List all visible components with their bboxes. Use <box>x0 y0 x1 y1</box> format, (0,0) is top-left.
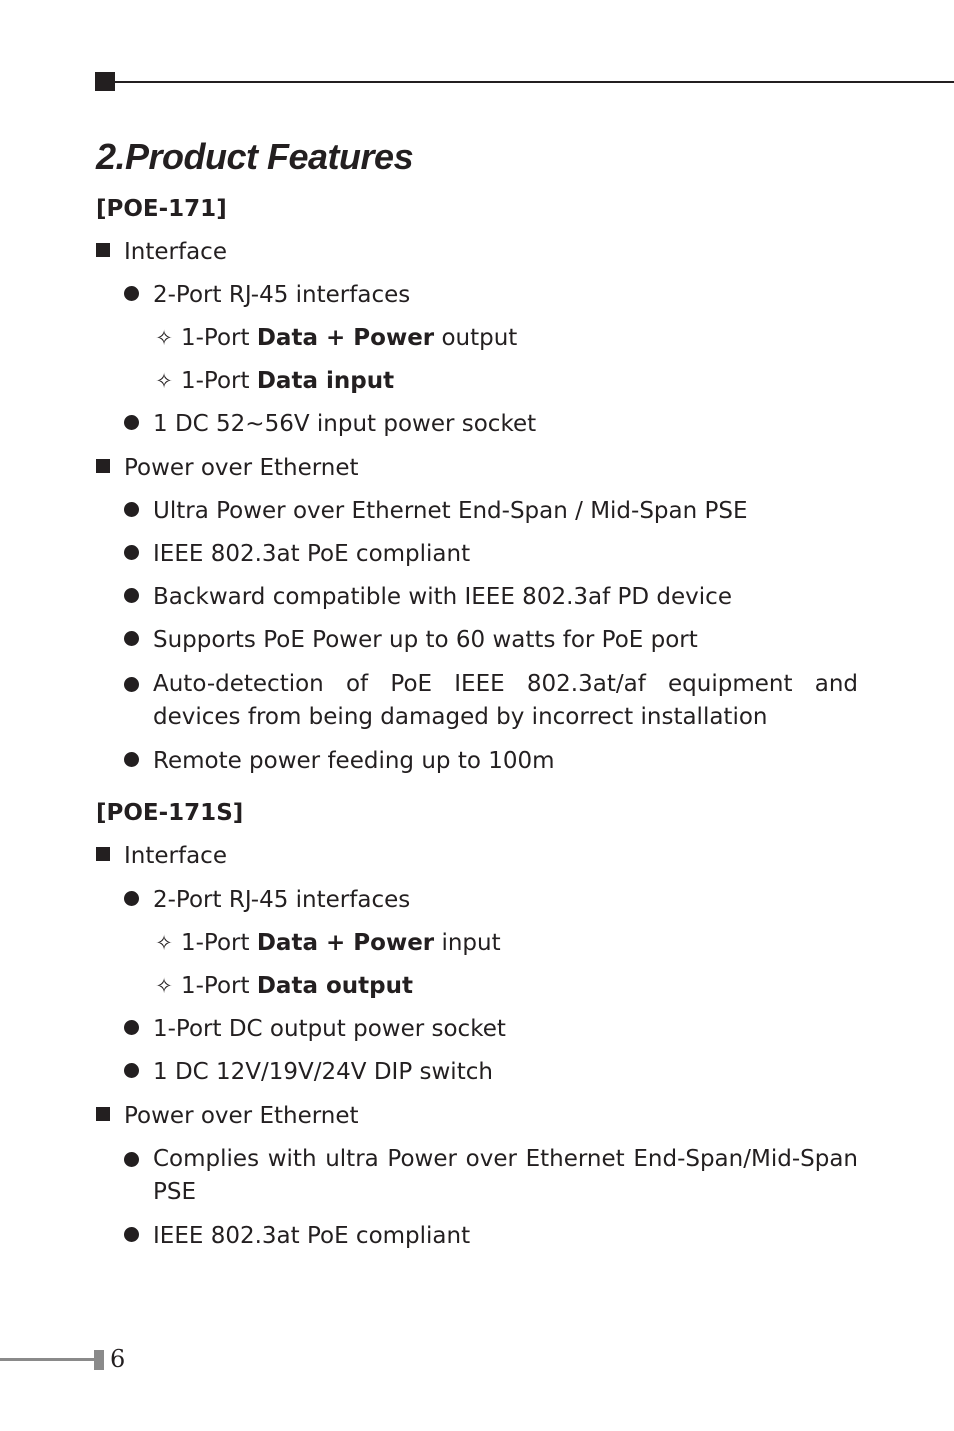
category-poe: Power over Ethernet <box>96 1100 359 1133</box>
feature-item: 1 DC 52~56V input power socket <box>124 408 536 441</box>
round-bullet-icon <box>124 752 139 767</box>
header-square-marker <box>95 72 115 91</box>
footer-marker <box>94 1350 104 1370</box>
feature-item: Ultra Power over Ethernet End-Span / Mid-Span PSE <box>124 495 748 528</box>
feature-item-wrapped: Auto-detection of PoE IEEE 802.3at/af equipment and devices from being damaged by incorrect installation <box>124 668 858 734</box>
feature-item: 1 DC 12V/19V/24V DIP switch <box>124 1056 493 1089</box>
feature-item: 2-Port RJ-45 interfaces <box>124 884 410 917</box>
model-heading-poe-171s: [POE-171S] <box>96 800 244 826</box>
round-bullet-icon <box>124 677 139 692</box>
round-bullet-icon <box>124 631 139 646</box>
round-bullet-icon <box>124 891 139 906</box>
sub-feature-item: ✧ 1-Port Data + Power input <box>153 927 501 960</box>
footer-rule <box>0 1358 96 1361</box>
round-bullet-icon <box>124 415 139 430</box>
feature-item: 2-Port RJ-45 interfaces <box>124 279 410 312</box>
round-bullet-icon <box>124 545 139 560</box>
square-bullet-icon <box>96 1107 110 1121</box>
category-interface: Interface <box>96 840 227 873</box>
feature-item: Remote power feeding up to 100m <box>124 745 555 778</box>
round-bullet-icon <box>124 1227 139 1242</box>
star-bullet-icon: ✧ <box>155 326 173 350</box>
sub-feature-item: ✧ 1-Port Data input <box>153 365 394 398</box>
round-bullet-icon <box>124 286 139 301</box>
star-bullet-icon: ✧ <box>155 369 173 393</box>
round-bullet-icon <box>124 1020 139 1035</box>
page-number: 6 <box>110 1345 126 1373</box>
page-title: 2.Product Features <box>96 136 414 177</box>
feature-item: IEEE 802.3at PoE compliant <box>124 1220 470 1253</box>
header-rule <box>96 81 954 83</box>
feature-item: Backward compatible with IEEE 802.3af PD device <box>124 581 732 614</box>
feature-item: 1-Port DC output power socket <box>124 1013 506 1046</box>
round-bullet-icon <box>124 1152 139 1167</box>
square-bullet-icon <box>96 847 110 861</box>
star-bullet-icon: ✧ <box>155 974 173 998</box>
round-bullet-icon <box>124 1063 139 1078</box>
model-heading-poe-171: [POE-171] <box>96 196 227 222</box>
round-bullet-icon <box>124 588 139 603</box>
feature-item: IEEE 802.3at PoE compliant <box>124 538 470 571</box>
square-bullet-icon <box>96 459 110 473</box>
category-poe: Power over Ethernet <box>96 452 359 485</box>
feature-item: Supports PoE Power up to 60 watts for PoE port <box>124 624 698 657</box>
sub-feature-item: ✧ 1-Port Data output <box>153 970 413 1003</box>
star-bullet-icon: ✧ <box>155 931 173 955</box>
category-interface: Interface <box>96 236 227 269</box>
square-bullet-icon <box>96 243 110 257</box>
sub-feature-item: ✧ 1-Port Data + Power output <box>153 322 517 355</box>
round-bullet-icon <box>124 502 139 517</box>
feature-item-wrapped: Complies with ultra Power over Ethernet End-Span/Mid-Span PSE <box>124 1143 858 1209</box>
